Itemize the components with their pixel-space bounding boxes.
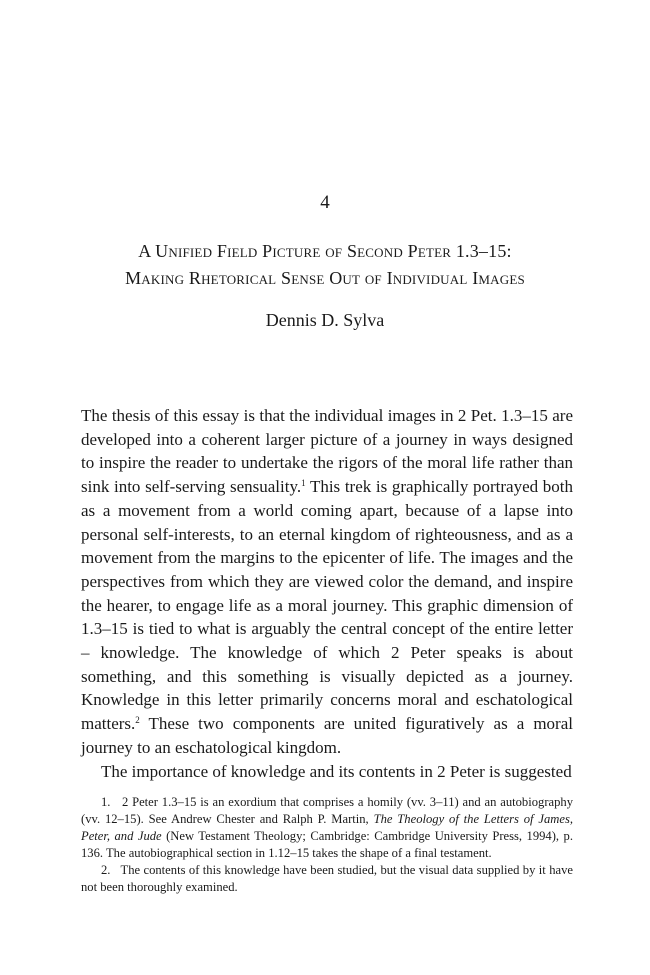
footnote-1-text-a: 2 Peter 1.3–15 is an exordium that comprises a homily (vv. 3–11) and an autobiography (vv. 12–15). See Andrew Chester and Ralph P. Martin, <box>81 795 573 826</box>
footnote-2 <box>81 862 573 896</box>
footnote-ref-1[interactable]: 1 <box>301 478 306 489</box>
footnote-1 <box>81 794 573 862</box>
paragraph-2: The importance of knowledge and its contents in 2 Peter is suggested <box>101 761 572 781</box>
footnote-1-number: 1. <box>101 795 111 809</box>
paragraph-1-part-a: The thesis of this essay is that the individual images in 2 Pet. 1.3–15 are developed into a coherent larger picture of a journey in ways designed to inspire the reader to undertake the rigors of the moral life rather than sink into self-serving sensuality. <box>81 406 573 497</box>
footnote-ref-2[interactable]: 2 <box>135 715 140 726</box>
footnote-1-text-b: (New Testament Theology; Cambridge: Cambridge University Press, 1994), p. 136. The autobiographical section in 1.12–15 takes the shape of a final testament. <box>81 829 573 860</box>
footnote-2-text: The contents of this knowledge have been studied, but the visual data supplied by it have not been thoroughly examined. <box>81 863 573 894</box>
chapter-number: 4 <box>320 192 330 213</box>
paragraph-1-part-c: These two components are united figuratively as a moral journey to an eschatological kingdom. <box>81 714 573 757</box>
author-name: Dennis D. Sylva <box>265 310 385 330</box>
chapter-title-line-1: A Unified Field Picture of Second Peter 1.3–15: <box>138 241 512 261</box>
footnotes <box>81 794 573 896</box>
footnote-1-book-title: The Theology of the Letters of James, Peter, and Jude <box>81 812 573 843</box>
paragraph-1-part-b: This trek is graphically portrayed both as a movement from a world coming apart, because of a lapse into personal self-interests, to an eternal kingdom of righteousness, and as a movement from the margins to the epicenter of life. The images and the perspectives from which they are viewed color the demand, and inspire the hearer, to engage life as a moral journey. This graphic dimension of 1.3–15 is tied to what is arguably the central concept of the entire letter – knowledge. The knowledge of which 2 Peter speaks is about something, and this something is visually depicted as a journey. Knowledge in this letter primarily concerns moral and eschatological matters. <box>81 477 573 734</box>
body-text <box>81 404 573 783</box>
paragraph-1 <box>81 404 573 760</box>
chapter-title <box>0 238 650 292</box>
footnote-2-number: 2. <box>101 863 111 877</box>
chapter-title-line-2: Making Rhetorical Sense Out of Individual Images <box>125 268 525 288</box>
